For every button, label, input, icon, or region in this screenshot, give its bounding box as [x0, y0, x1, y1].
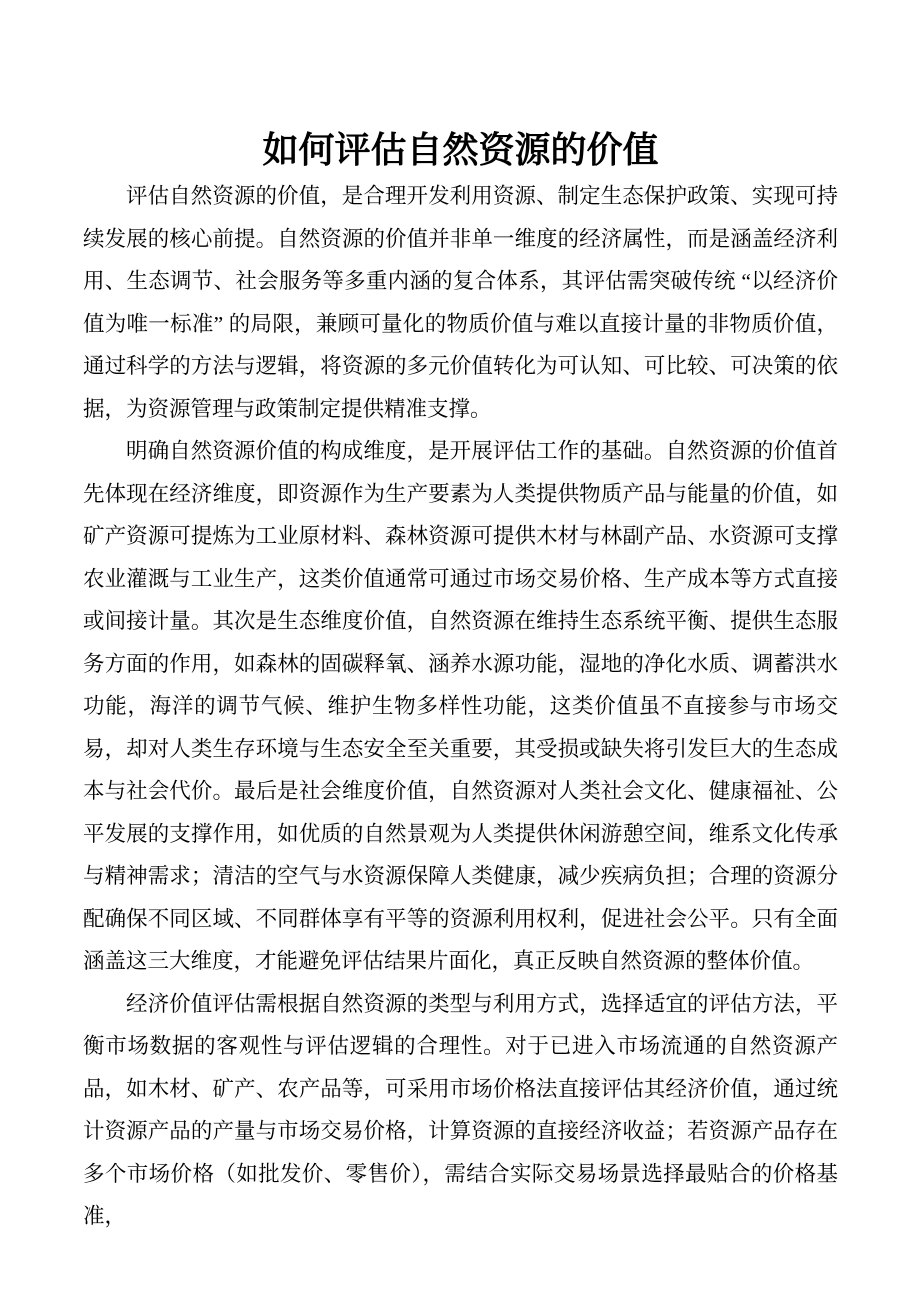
paragraph-1: 评估自然资源的价值，是合理开发利用资源、制定生态保护政策、实现可持续发展的核心前提。自然资源的价值并非单一维度的经济属性，而是涵盖经济利用、生态调节、社会服务等多重内涵的复合体系，其评估需突破传统 “以经济价值为唯一标准” 的局限，兼顾可量化的物质价值与难以直接计量的非物质价值，通过科学的方法与逻辑，将资源的多元价值转化为可认知、可比较、可决策的依据，为资源管理与政策制定提供精准支撑。 — [83, 184, 838, 421]
document-title: 如何评估自然资源的价值 — [262, 130, 659, 171]
paragraph-3: 经济价值评估需根据自然资源的类型与利用方式，选择适宜的评估方法，平衡市场数据的客观性与评估逻辑的合理性。对于已进入市场流通的自然资源产品，如木材、矿产、农产品等，可采用市场价格法直接评估其经济价值，通过统计资源产品的产量与市场交易价格，计算资源的直接经济收益；若资源产品存在多个市场价格（如批发价、零售价），需结合实际交易场景选择最贴合的价格基准， — [83, 991, 838, 1228]
document-body — [83, 175, 838, 1238]
paragraph-2: 明确自然资源价值的构成维度，是开展评估工作的基础。自然资源的价值首先体现在经济维度，即资源作为生产要素为人类提供物质产品与能量的价值，如矿产资源可提炼为工业原材料、森林资源可提供木材与林副产品、水资源可支撑农业灌溉与工业生产，这类价值通常可通过市场交易价格、生产成本等方式直接或间接计量。其次是生态维度价值，自然资源在维持生态系统平衡、提供生态服务方面的作用，如森林的固碳释氧、涵养水源功能，湿地的净化水质、调蓄洪水功能，海洋的调节气候、维护生物多样性功能，这类价值虽不直接参与市场交易，却对人类生存环境与生态安全至关重要，其受损或缺失将引发巨大的生态成本与社会代价。最后是社会维度价值，自然资源对人类社会文化、健康福祉、公平发展的支撑作用，如优质的自然景观为人类提供休闲游憩空间，维系文化传承与精神需求；清洁的空气与水资源保障人类健康，减少疾病负担；合理的资源分配确保不同区域、不同群体享有平等的资源利用权利，促进社会公平。只有全面涵盖这三大维度，才能避免评估结果片面化，真正反映自然资源的整体价值。 — [83, 439, 838, 973]
